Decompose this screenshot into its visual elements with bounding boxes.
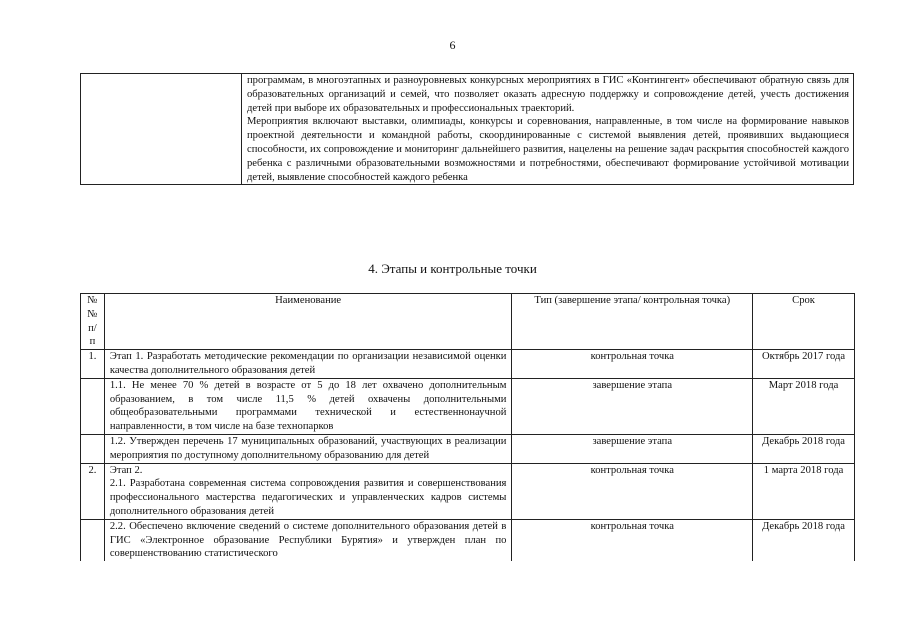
row-term: Декабрь 2018 года [753,519,855,561]
table-row [81,434,855,463]
row-name: 1.2. Утвержден перечень 17 муниципальных образований, участвующих в реализации мероприятия по доступному дополнительному образованию для детей [104,434,512,463]
header-name: Наименование [104,294,512,350]
row-type: контрольная точка [512,463,753,519]
row-type: контрольная точка [512,519,753,561]
stage-item: 2.1. Разработана современная система сопровождения развития и совершенствования профессионального мастерства педагогических и управленческих кадров системы дополнительного образования детей [109,478,507,517]
row-type: завершение этапа [512,378,753,434]
row-name: 1.1. Не менее 70 % детей в возрасте от 5 до 18 лет охвачено дополнительным образованием, в том числе 11,5 % детей охвачены дополнительными общеобразовательными программами технической и естественнонаучной направленности, в том числе на базе технопарков [104,378,512,434]
table-row [81,350,855,379]
intro-row [81,74,854,185]
section-title: 4. Этапы и контрольные точки [368,261,537,276]
intro-table [80,73,854,185]
row-type: контрольная точка [512,350,753,379]
intro-empty-cell [81,74,242,185]
row-num [81,519,105,561]
header-num: №№ п/п [81,294,105,350]
stages-table [80,293,855,561]
header-term: Срок [753,294,855,350]
row-term: Декабрь 2018 года [753,434,855,463]
row-name: 2.2. Обеспечено включение сведений о системе дополнительного образования детей в ГИС «Электронное образование Республики Бурятия» и утвержден план по совершенствованию статистического [104,519,512,561]
row-type: завершение этапа [512,434,753,463]
intro-paragraph-2: Мероприятия включают выставки, олимпиады, конкурсы и соревнования, направленные, в том числе на формирование навыков проектной деятельности и командной работы, скоординированные с системой выявления детей, проявивших выдающиеся способности, их сопровождение и мониторинг дальнейшего развития, нацелены на решение задач раскрытия способностей каждого ребенка с различными образовательными возможностями и потребностями, обеспечивают формирование устойчивой мотивации детей, выявление способностей каждого ребенка [247,116,849,183]
row-term: 1 марта 2018 года [753,463,855,519]
intro-text-cell [242,74,854,185]
table-row [81,519,855,561]
intro-paragraph-1: программам, в многоэтапных и разноуровневых конкурсных мероприятиях в ГИС «Контингент» обеспечивают обратную связь для образовательных организаций и семей, что позволяет оказать адресную поддержку и сопровождение детей, учесть достижения детей при выборе их образовательных и профессиональных траекторий. [247,75,849,114]
table-row [81,463,855,519]
page-number: 6 [449,38,456,52]
row-term: Октябрь 2017 года [753,350,855,379]
header-type: Тип (завершение этапа/ контрольная точка) [512,294,753,350]
row-num: 2. [81,463,105,519]
table-row [81,378,855,434]
table-header-row [81,294,855,350]
row-num [81,378,105,434]
row-num: 1. [81,350,105,379]
row-num [81,434,105,463]
stage-title: Этап 2. [109,464,143,476]
row-name: Этап 1. Разработать методические рекомендации по организации независимой оценки качества дополнительного образования детей [104,350,512,379]
row-term: Март 2018 года [753,378,855,434]
row-name-cell [104,463,512,519]
